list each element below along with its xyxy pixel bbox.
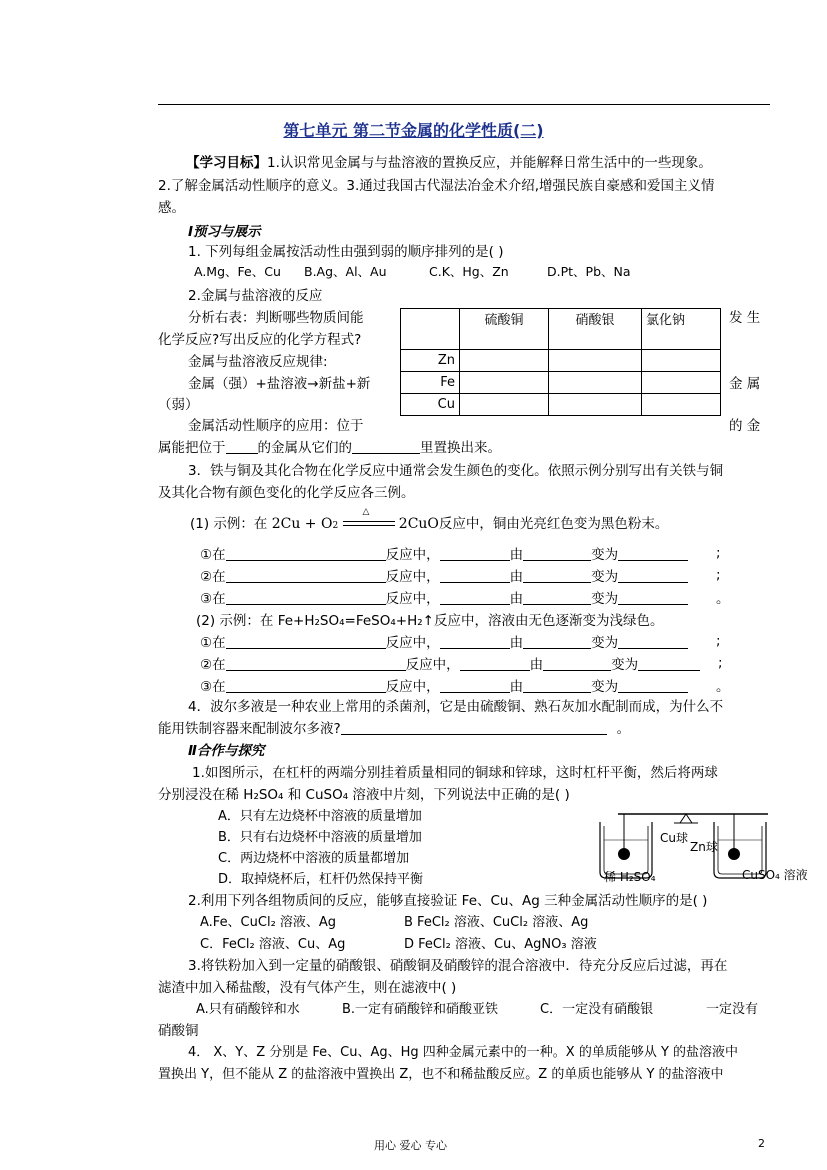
s1-rule-weak: （弱） (158, 397, 199, 413)
s1-q1-options (194, 262, 631, 280)
table-header-agno3: 硝酸银 (549, 309, 642, 350)
fill-blank[interactable] (523, 634, 591, 649)
fill-label: ③在 (200, 679, 226, 695)
s1-q1-option-a[interactable]: A.Mg、Fe、Cu (194, 264, 281, 279)
s1-app-b: 的金属从它们的 (257, 440, 352, 456)
table-corner-cell (401, 309, 460, 350)
fill-mid: 由 (509, 547, 524, 563)
fill-blank[interactable] (440, 590, 510, 605)
figure-zn-label: Zn球 (690, 840, 718, 854)
s1-q1-option-b[interactable]: B.Ag、Al、Au (304, 264, 387, 279)
goals-line-3: 感。 (158, 200, 185, 216)
fill-blank[interactable] (523, 546, 591, 561)
table-row-cu: Cu (401, 394, 460, 416)
fill-mid: 变为 (591, 635, 619, 651)
footer-motto: 用心 爱心 专心 (374, 1139, 447, 1152)
s1-q4-line1: 4．波尔多液是一种农业上常用的杀菌剂，它是由硫酸铜、熟石灰加水配制而成，为什么不 (188, 699, 724, 715)
lever-fulcrum (680, 814, 692, 823)
table-cell[interactable] (460, 372, 549, 394)
fill-label: ③在 (200, 591, 226, 607)
s1-rule-label: 金属与盐溶液反应规律: (188, 354, 328, 370)
table-row-zn: Zn (401, 350, 460, 372)
s2-q1-option-d[interactable]: D．取掉烧杯后，杠杆仍然保持平衡 (218, 872, 424, 887)
fill-blank[interactable] (523, 590, 591, 605)
goals-line-2: 2.了解金属活动性顺序的意义。3.通过我国古代湿法冶金术介绍,增强民族自豪感和爱国主义情 (158, 178, 715, 194)
fill-blank[interactable] (618, 546, 688, 561)
fill-mid: 由 (529, 657, 544, 673)
fill-mid: 反应中， (385, 569, 440, 585)
s1-app-text: 金属活动性顺序的应用：位于 (188, 418, 364, 434)
fill-period: 。 (716, 679, 730, 695)
s2-q3-line4: 硝酸铜 (158, 1023, 199, 1039)
fill-blank[interactable] (618, 634, 688, 649)
s1-app-a: 属能把位于 (158, 440, 226, 456)
fill-mid: 变为 (611, 657, 639, 673)
fill-semicolon: ; (718, 655, 723, 671)
table-header-row (401, 309, 721, 350)
ex1-heat-symbol: △ (362, 507, 370, 517)
table-cell[interactable] (460, 394, 549, 416)
fill-period: 。 (716, 591, 730, 607)
fill-blank[interactable] (440, 678, 510, 693)
reaction-table (400, 308, 721, 416)
fill-semicolon: ; (716, 633, 721, 649)
s1-app-blank-2[interactable] (352, 439, 420, 454)
s1-q4-end: 。 (616, 721, 631, 737)
fill-blank[interactable] (440, 568, 510, 583)
s1-q1-option-c[interactable]: C.K、Hg、Zn (429, 264, 509, 279)
fill-mid: 变为 (591, 569, 619, 585)
fill-blank[interactable] (618, 678, 688, 693)
fill-blank[interactable] (543, 656, 611, 671)
s2-q3-line2: 滤渣中加入稀盐酸，没有气体产生，则在滤液中( ) (158, 980, 457, 996)
ex1-eq-line-top (343, 521, 395, 522)
fill-mid: 反应中， (385, 547, 440, 563)
fill-blank[interactable] (226, 656, 406, 671)
fill-blank[interactable] (440, 634, 510, 649)
s2-q1-option-b[interactable]: B．只有右边烧杯中溶液的质量增加 (218, 830, 422, 845)
s2-q3-option-c[interactable]: C．一定没有硝酸银 (540, 1002, 654, 1017)
fill-line-1-3 (200, 587, 688, 607)
fill-label: ①在 (200, 547, 226, 563)
table-row (401, 372, 721, 394)
s1-q4-text: 能用铁制容器来配制波尔多液? (158, 721, 341, 737)
table-header-nacl: 氯化钠 (642, 309, 721, 350)
fill-line-2-2 (200, 653, 700, 673)
s2-q2-option-b[interactable]: B FeCl₂ 溶液、CuCl₂ 溶液、Ag (404, 915, 589, 930)
fill-blank[interactable] (523, 568, 591, 583)
table-header-cuso4: 硫酸铜 (460, 309, 549, 350)
s1-q1: 1. 下列每组金属按活动性由强到弱的顺序排列的是( ) (188, 244, 504, 260)
s1-q1-option-d[interactable]: D.Pt、Pb、Na (547, 264, 631, 279)
table-cell[interactable] (642, 372, 721, 394)
fill-blank[interactable] (523, 678, 591, 693)
fill-blank[interactable] (226, 678, 386, 693)
ex1-equals-sign (343, 507, 395, 531)
figure-cu-label: Cu球 (660, 831, 688, 845)
fill-semicolon: ; (716, 567, 721, 583)
table-row-fe: Fe (401, 372, 460, 394)
ex1-equation-right: 2CuO (398, 516, 439, 532)
table-row (401, 350, 721, 372)
s2-q1-line2: 分别浸没在稀 H₂SO₄ 和 CuSO₄ 溶液中片刻，下列说法中正确的是( ) (158, 787, 570, 803)
fill-mid: 变为 (591, 679, 619, 695)
s2-q1-line1: 1.如图所示，在杠杆的两端分别挂着质量相同的铜球和锌球，这时杠杆平衡，然后将两球 (192, 765, 718, 781)
s2-q2-option-d[interactable]: D FeCl₂ 溶液、Cu、AgNO₃ 溶液 (404, 937, 597, 952)
ex1-eq-line-bottom (343, 525, 395, 526)
fill-mid: 反应中， (385, 635, 440, 651)
fill-label: ①在 (200, 635, 226, 651)
s2-q2: 2.利用下列各组物质间的反应，能够直接验证 Fe、Cu、Ag 三种金属活动性顺序的是( ) (188, 893, 708, 909)
figure-left-solution: 稀 H₂SO₄ (604, 870, 656, 884)
s1-q4-blank[interactable] (341, 720, 607, 735)
fill-blank[interactable] (226, 568, 386, 583)
s1-q4-line2 (158, 717, 630, 737)
fill-blank[interactable] (226, 634, 386, 649)
s1-analysis-right: 发 生 (729, 310, 761, 326)
table-cell[interactable] (642, 394, 721, 416)
fill-mid: 由 (509, 569, 524, 585)
fill-line-1-2 (200, 565, 688, 585)
fill-line-2-3 (200, 675, 688, 695)
fill-mid: 反应中， (385, 591, 440, 607)
s1-app-line2 (158, 436, 501, 456)
s2-q3-option-a[interactable]: A.只有硝酸锌和水 (196, 1002, 300, 1017)
fill-line-2-1 (200, 631, 688, 651)
s2-q3-option-d[interactable]: 一定没有 (706, 1002, 759, 1017)
fill-blank[interactable] (226, 546, 386, 561)
s2-q3-option-b[interactable]: B.一定有硝酸锌和硝酸亚铁 (342, 1002, 499, 1017)
s1-q3-line2: 及其化合物有颜色变化的化学反应各三例。 (158, 485, 415, 501)
section2-heading: Ⅱ合作与探究 (188, 743, 265, 759)
header-rule (158, 104, 770, 105)
fill-mid: 由 (509, 679, 524, 695)
fill-mid: 由 (509, 591, 524, 607)
fill-blank[interactable] (638, 656, 700, 671)
fill-line-1-1 (200, 543, 688, 563)
ex1-equation-left (272, 516, 338, 532)
table-cell[interactable] (549, 372, 642, 394)
s2-q2-option-a[interactable]: A.Fe、CuCl₂ 溶液、Ag (200, 915, 337, 930)
fill-label: ②在 (200, 657, 226, 673)
table-cell[interactable] (549, 350, 642, 372)
ex1-prefix: (1) 示例：在 (190, 516, 268, 532)
s1-rule-right: 金 属 (729, 376, 761, 392)
table-cell[interactable] (642, 350, 721, 372)
s1-rule-text: 金属（强）+盐溶液→新盐+新 (188, 376, 371, 392)
zn-ball (728, 848, 740, 860)
s2-q4-line2: 置换出 Y，但不能从 Z 的盐溶液中置换出 Z，也不和稀盐酸反应。Z 的单质也能够从 Y 的盐溶液中 (158, 1067, 724, 1082)
fill-mid: 反应中， (385, 679, 440, 695)
page-title: 第七单元 第二节金属的化学性质(二) (283, 121, 544, 140)
fill-blank[interactable] (440, 546, 510, 561)
s2-q3-line1: 3.将铁粉加入到一定量的硝酸银、硝酸铜及硝酸锌的混合溶液中．待充分反应后过滤，再在 (188, 958, 728, 974)
s1-example-1 (190, 507, 669, 532)
fill-blank[interactable] (460, 656, 530, 671)
table-row (401, 394, 721, 416)
s2-q1-option-c[interactable]: C．两边烧杯中溶液的质量都增加 (218, 851, 410, 866)
s1-app-blank-1[interactable] (226, 439, 258, 454)
table-cell[interactable] (460, 350, 549, 372)
goals-label: 【学习目标】 (186, 155, 267, 171)
fill-semicolon: ; (716, 545, 721, 561)
page-number: 2 (758, 1137, 765, 1150)
fill-label: ②在 (200, 569, 226, 585)
goals-text-1: 1.认识常见金属与与盐溶液的置换反应，并能解释日常生活中的一些现象。 (267, 155, 712, 171)
fill-blank[interactable] (618, 568, 688, 583)
fill-mid: 由 (509, 635, 524, 651)
section1-heading: Ⅰ预习与展示 (188, 224, 261, 240)
s1-q3-line1: 3．铁与铜及其化合物在化学反应中通常会发生颜色的变化。依照示例分别写出有关铁与铜 (188, 463, 724, 479)
s1-example-2: (2) 示例：在 Fe+H₂SO₄=FeSO₄+H₂↑反应中，溶液由无色逐渐变为浅绿色。 (196, 613, 664, 629)
s2-q1-option-a[interactable]: A．只有左边烧杯中溶液的质量增加 (218, 809, 422, 824)
s2-q4-line1: 4． X、Y、Z 分别是 Fe、Cu、Ag、Hg 四种金属元素中的一种。X 的单质能够从 Y 的盐溶液中 (188, 1045, 739, 1060)
s1-app-c: 里置换出来。 (420, 440, 501, 456)
fill-mid: 反应中， (405, 657, 460, 673)
ex1-eq-left-text: 2Cu + O (271, 516, 333, 532)
table-cell[interactable] (549, 394, 642, 416)
s1-analysis: 分析右表：判断哪些物质间能 (188, 310, 364, 326)
fill-mid: 变为 (591, 591, 619, 607)
goals-line-1 (186, 151, 712, 171)
s1-analysis-line2: 化学反应?写出反应的化学方程式? (158, 332, 362, 348)
fill-blank[interactable] (226, 590, 386, 605)
fill-mid: 变为 (591, 547, 619, 563)
figure-right-solution: CuSO₄ 溶液 (742, 868, 808, 882)
ex1-eq-sub: 2 (332, 521, 339, 531)
fill-blank[interactable] (618, 590, 688, 605)
s2-q2-option-c[interactable]: C．FeCl₂ 溶液、Cu、Ag (200, 937, 346, 952)
ex1-suffix: 反应中，铜由光亮红色变为黑色粉末。 (438, 516, 669, 532)
s1-q2: 2.金属与盐溶液的反应 (188, 288, 323, 304)
s1-app-right: 的 金 (729, 418, 761, 434)
cu-ball (618, 848, 630, 860)
